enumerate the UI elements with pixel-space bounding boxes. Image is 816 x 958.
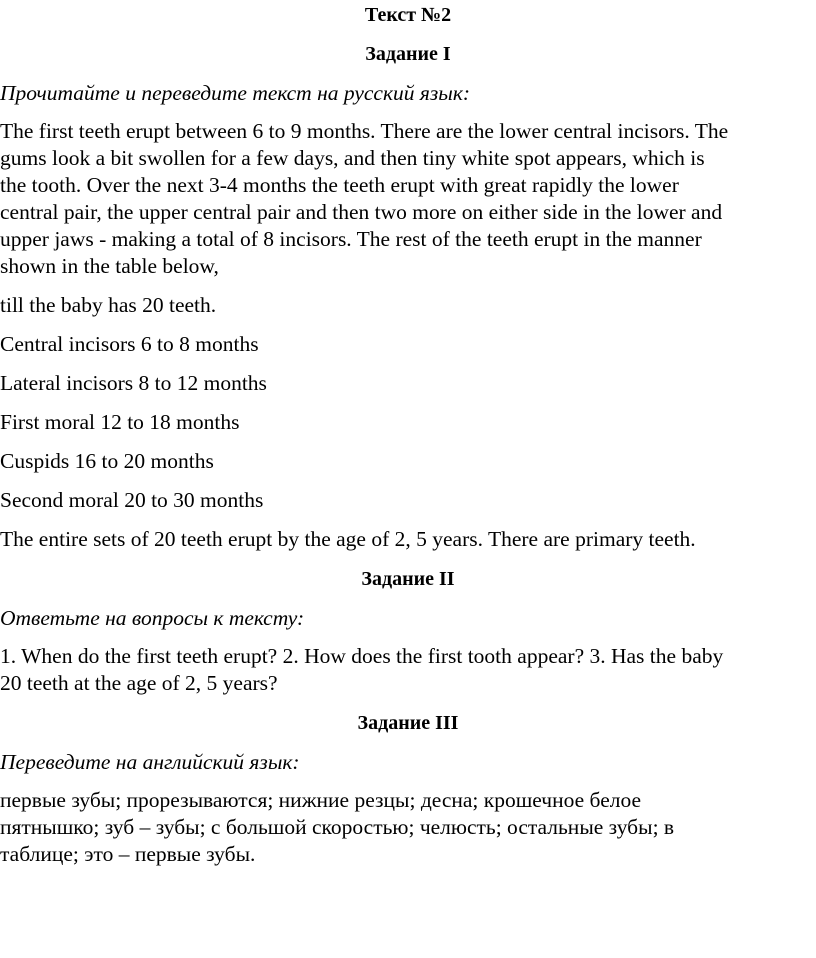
document-title: Текст №2	[364, 4, 452, 26]
task-1-heading: Задание I	[365, 43, 451, 65]
task-1-instruction: Прочитайте и переведите текст на русский язык:	[0, 81, 471, 105]
task-2-instruction: Ответьте на вопросы к тексту:	[0, 606, 305, 630]
phrase-line: таблице; это – первые зубы.	[0, 842, 256, 866]
question-line: 20 teeth at the age of 2, 5 years?	[0, 671, 278, 695]
table-row: First moral 12 to 18 months	[0, 410, 240, 434]
paragraph-line: upper jaws - making a total of 8 incisors. The rest of the teeth erupt in the manner	[0, 227, 702, 251]
table-row: Central incisors 6 to 8 months	[0, 332, 259, 356]
task-3-heading: Задание III	[357, 712, 459, 734]
paragraph-continuation: till the baby has 20 teeth.	[0, 293, 217, 317]
paragraph-line: central pair, the upper central pair and then two more on either side in the lower and	[0, 200, 723, 224]
question-line: 1. When do the first teeth erupt? 2. How does the first tooth appear? 3. Has the baby	[0, 644, 724, 668]
phrase-line: пятнышко; зуб – зубы; с большой скоростью; челюсть; остальные зубы; в	[0, 815, 675, 839]
paragraph-line: the tooth. Over the next 3-4 months the teeth erupt with great rapidly the lower	[0, 173, 679, 197]
task-3-instruction: Переведите на английский язык:	[0, 750, 300, 774]
phrase-line: первые зубы; прорезываются; нижние резцы; десна; крошечное белое	[0, 788, 642, 812]
paragraph-line: The first teeth erupt between 6 to 9 months. There are the lower central incisors. The	[0, 119, 729, 143]
table-row: Second moral 20 to 30 months	[0, 488, 264, 512]
paragraph-line: shown in the table below,	[0, 254, 219, 278]
table-row: Lateral incisors 8 to 12 months	[0, 371, 267, 395]
paragraph-line: gums look a bit swollen for a few days, and then tiny white spot appears, which is	[0, 146, 705, 170]
table-row: Cuspids 16 to 20 months	[0, 449, 214, 473]
task-1-conclusion: The entire sets of 20 teeth erupt by the age of 2, 5 years. There are primary teeth.	[0, 527, 696, 551]
task-2-heading: Задание II	[361, 568, 455, 590]
